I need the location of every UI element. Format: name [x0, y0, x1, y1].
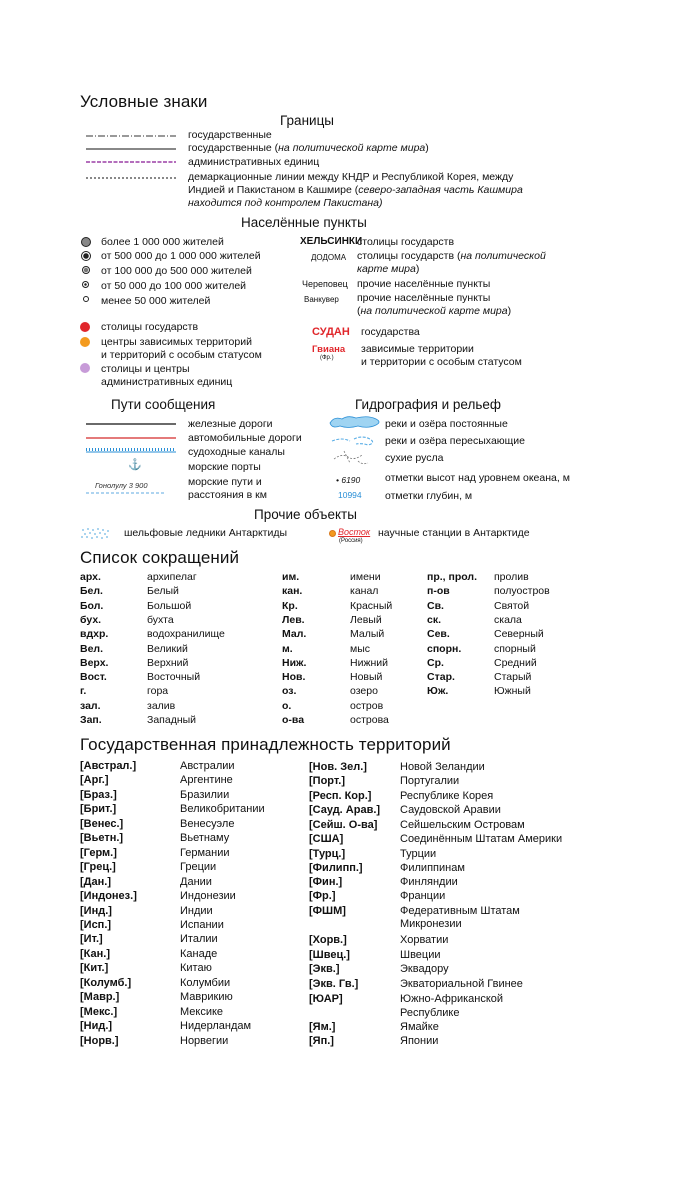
ownership-country: Сейшельским Островам [400, 819, 525, 831]
borders-heading: Границы [280, 113, 334, 128]
abbr-short: зал. [80, 699, 101, 712]
ownership-country: Венесуэле [180, 817, 235, 830]
abbr-full: Левый [350, 613, 382, 626]
abbr-short: о-ва [282, 714, 305, 726]
ownership-country: Австралии [180, 760, 235, 772]
lake-permanent-icon [330, 417, 379, 428]
transport-sea-2: расстояния в км [188, 489, 267, 501]
ownership-code: [Браз.] [80, 788, 117, 801]
ownership-code: [Нов. Зел.] [309, 761, 367, 773]
ownership-country: Саудовской Аравии [400, 804, 501, 816]
ownership-code: [Мекс.] [80, 1005, 118, 1018]
pop-2: от 500 000 до 1 000 000 жителей [101, 250, 261, 262]
abbr-full: Северный [494, 628, 544, 641]
abbr-short: Вел. [80, 642, 104, 655]
ownership-code: [Филипп.] [309, 862, 363, 874]
abbreviations-title: Список сокращений [80, 548, 240, 567]
abbr-full: канал [350, 585, 379, 598]
ownership-country: Эквадору [400, 963, 449, 975]
ownership-country: Федеративным Штатам [400, 905, 520, 917]
transport-roads: автомобильные дороги [188, 432, 302, 444]
ownership-code: [Экв. Гв.] [309, 978, 359, 990]
ownership-country: Вьетнаму [180, 832, 230, 845]
ownership-title: Государственная принадлежность территорий [80, 735, 451, 754]
ownership-country: Колумбии [180, 976, 231, 989]
ownership-country: Италии [180, 933, 218, 946]
desc-cherepovets: прочие населённые пункты [357, 278, 491, 290]
ownership-country: Португалии [400, 775, 460, 787]
abbr-full: архипелаг [147, 571, 197, 583]
sample-vancouver: Ванкувер [304, 295, 339, 304]
ownership-country: Турции [400, 848, 437, 860]
abbr-short: вдхр. [80, 628, 109, 641]
admin-capitals-label-1: столицы и центры [101, 363, 190, 375]
desc-helsinki: столицы государств [357, 236, 455, 248]
ownership-country: Китаю [180, 962, 212, 975]
sample-route: Гонолулу 3 900 [95, 481, 148, 490]
abbr-full: Западный [147, 714, 197, 726]
pop-1: более 1 000 000 жителей [101, 236, 224, 248]
height-mark: • 6190 [336, 475, 361, 485]
ownership-code: [Респ. Кор.] [309, 790, 372, 802]
abbr-full: Восточный [147, 671, 201, 684]
ownership-code: [Хорв.] [309, 934, 347, 946]
ownership-code: [Индонез.] [80, 890, 137, 903]
ownership-country: Канаде [180, 947, 218, 960]
glaciers-label: шельфовые ледники Антарктиды [124, 527, 288, 539]
ownership-country: Германии [180, 846, 230, 859]
transport-heading: Пути сообщения [111, 397, 216, 412]
abbr-short: Мал. [282, 628, 307, 641]
desc-guiana-1: зависимые территории [361, 343, 474, 355]
legend-title: Условные знаки [80, 92, 208, 111]
sample-cherepovets: Череповец [302, 279, 348, 289]
ownership-code: [Брит.] [80, 803, 117, 816]
other-heading: Прочие объекты [254, 507, 357, 522]
ownership-country: Швеции [400, 949, 441, 961]
ownership-country: Новой Зеландии [400, 761, 485, 773]
ownership-code: [ФШМ] [309, 905, 346, 917]
sample-guiana: Гвиана [312, 344, 346, 355]
abbr-full: спорный [494, 642, 536, 655]
hydro-symbols [328, 413, 384, 473]
sample-guiana-owner: (Фр.) [320, 355, 334, 361]
abbr-short: спорн. [427, 642, 462, 655]
ownership-country: Нидерландам [180, 1020, 252, 1033]
abbr-short: Кр. [282, 599, 298, 612]
abbr-full: имени [350, 571, 381, 583]
abbr-full: Великий [147, 642, 188, 655]
border-demarcation-1: демаркационные линии между КНДР и Республикой Корея, между [188, 171, 514, 183]
abbr-short: г. [80, 685, 87, 698]
hydro-heights: отметки высот над уровнем океана, м [385, 472, 570, 484]
ownership-code: [Грец.] [80, 861, 116, 874]
abbr-full: Святой [494, 599, 530, 612]
dependent-centers-label-2: и территорий с особым статусом [101, 349, 262, 361]
capitals-label: столицы государств [101, 321, 199, 333]
abbr-full: остров [350, 699, 384, 712]
ownership-country: Испании [180, 918, 224, 931]
abbr-short: Лев. [282, 613, 305, 626]
station-name: Восток [338, 527, 371, 537]
abbr-full: скала [494, 613, 522, 626]
abbr-full: залив [147, 699, 176, 712]
abbr-full: озеро [350, 685, 378, 698]
abbr-short: Бол. [80, 599, 104, 612]
transport-canals: судоходные каналы [188, 446, 285, 458]
abbr-short: о. [282, 699, 292, 712]
ownership-country: Экваториальной Гвинее [400, 978, 523, 990]
abbr-short: Бел. [80, 585, 103, 598]
ownership-code: [Норв.] [80, 1034, 119, 1047]
abbr-short: оз. [282, 685, 297, 698]
abbr-full: острова [350, 714, 389, 726]
abbr-short: пр., прол. [427, 571, 478, 583]
ownership-country: Бразилии [180, 788, 230, 801]
transport-sea-1: морские пути и [188, 476, 262, 488]
ownership-country: Республике [400, 1007, 460, 1019]
depth-mark: 10994 [338, 490, 362, 500]
hydro-depths: отметки глубин, м [385, 490, 473, 502]
abbr-short: Ср. [427, 656, 444, 669]
abbr-full: Малый [350, 628, 385, 641]
hydro-seasonal: реки и озёра пересыхающие [385, 435, 526, 447]
ownership-code: [Экв.] [309, 963, 340, 975]
abbr-full: Старый [494, 671, 532, 684]
border-admin: административных единиц [188, 156, 320, 168]
abbr-short: арх. [80, 571, 101, 583]
desc-vancouver-1: прочие населённые пункты [357, 292, 491, 304]
ownership-code: [Австрал.] [80, 760, 137, 772]
abbr-short: Ниж. [282, 656, 307, 669]
ownership-code: [Фр.] [309, 890, 336, 902]
abbr-short: Стар. [427, 671, 455, 684]
admin-capitals-label-2: административных единиц [101, 376, 233, 388]
abbr-short: им. [282, 571, 300, 583]
ownership-code: [Сейш. О-ва] [309, 819, 378, 831]
ownership-code: [Ит.] [80, 933, 103, 946]
ownership-country: Республике Корея [400, 790, 494, 802]
hydro-permanent: реки и озёра постоянные [385, 418, 508, 430]
dependent-center-icon [80, 337, 90, 347]
border-state-political: государственные (на политической карте мира) [188, 142, 429, 154]
capital-icon [80, 322, 90, 332]
ownership-code: [ЮАР] [309, 993, 343, 1005]
abbr-short: Св. [427, 599, 444, 612]
ownership-code: [Кит.] [80, 962, 109, 975]
ownership-country: Маврикию [180, 991, 233, 1004]
ownership-country: Норвегии [180, 1034, 229, 1047]
ownership-country: Мексике [180, 1005, 224, 1018]
ownership-country: Индонезии [180, 890, 236, 903]
ownership-country: Южно-Африканской [400, 993, 504, 1005]
desc-dodoma-1: столицы государств (на политической [357, 250, 546, 262]
station-country: (Россия) [339, 538, 363, 544]
sample-sudan: СУДАН [312, 326, 350, 338]
abbr-full: Верхний [147, 656, 189, 669]
ownership-code: [Турц.] [309, 848, 346, 860]
city-small-icon [83, 296, 89, 302]
ownership-country: Греции [180, 861, 217, 874]
abbr-full: бухта [147, 613, 174, 626]
ownership-country: Аргентине [180, 774, 233, 787]
pop-5: менее 50 000 жителей [101, 295, 211, 307]
abbr-short: кан. [282, 585, 303, 598]
abbr-short: Вост. [80, 671, 107, 684]
desc-vancouver-2: (на политической карте мира) [357, 305, 512, 317]
dry-bed-icon [334, 451, 368, 464]
abbr-full: Белый [147, 585, 179, 598]
transport-railways: железные дороги [188, 418, 273, 430]
ownership-code: [Исп.] [80, 918, 112, 931]
stations-label: научные станции в Антарктиде [378, 527, 530, 539]
desc-dodoma-2: карте мира) [357, 263, 420, 275]
dependent-centers-label-1: центры зависимых территорий [101, 336, 252, 348]
abbr-short: бух. [80, 613, 102, 626]
anchor-icon: ⚓ [128, 459, 142, 471]
ownership-code: [Вьетн.] [80, 832, 124, 845]
ownership-code: [Дан.] [80, 875, 111, 888]
city-1m-icon [81, 237, 91, 247]
pop-4: от 50 000 до 100 000 жителей [101, 280, 247, 292]
ownership-country: Индии [180, 904, 213, 917]
transport-ports: морские порты [188, 461, 261, 473]
ownership-code: [Арг.] [80, 774, 109, 787]
abbr-full: Красный [350, 599, 393, 612]
station-icon [329, 530, 336, 537]
sample-dodoma: ДОДОМА [311, 253, 347, 262]
abbr-full: пролив [494, 571, 529, 583]
abbr-full: Новый [350, 671, 383, 684]
admin-capital-icon [80, 363, 90, 373]
ownership-country: Хорватии [400, 934, 449, 946]
abbr-short: Зап. [80, 714, 102, 726]
abbr-full: Большой [147, 599, 192, 612]
ownership-country: Соединённым Штатам Америки [400, 833, 563, 845]
abbr-full: Южный [494, 685, 531, 698]
border-state: государственные [188, 129, 272, 141]
ownership-code: [Венес.] [80, 817, 124, 830]
abbr-full: Нижний [350, 656, 389, 669]
ownership-code: [Инд.] [80, 904, 112, 917]
city-500k-icon [81, 251, 91, 261]
abbr-short: Юж. [427, 685, 449, 698]
ownership-country: Дании [180, 875, 212, 888]
ownership-code: [Порт.] [309, 775, 346, 787]
desc-sudan: государства [361, 326, 420, 338]
ownership-code: [Сауд. Арав.] [309, 804, 381, 816]
abbr-short: Сев. [427, 628, 450, 641]
ownership-code: [Мавр.] [80, 991, 120, 1004]
ownership-code: [Нид.] [80, 1020, 113, 1033]
abbr-short: ск. [427, 613, 442, 626]
ownership-country: Финляндии [400, 876, 458, 888]
ownership-code: [Ям.] [309, 1021, 336, 1033]
ownership-country: Франции [400, 890, 446, 902]
hydro-heading: Гидрография и рельеф [355, 397, 502, 412]
ownership-code: [Яп.] [309, 1035, 334, 1047]
abbr-short: Нов. [282, 671, 306, 684]
ownership-country: Японии [400, 1035, 439, 1047]
abbr-full: водохранилище [147, 628, 225, 641]
abbr-full: мыс [350, 642, 371, 655]
ownership-country: Ямайке [400, 1021, 439, 1033]
border-demarcation-3: находится под контролем Пакистана) [188, 197, 383, 209]
ownership-code: [США] [309, 833, 344, 845]
border-demarcation-2: Индией и Пакистаном в Кашмире (северо-западная часть Кашмира [188, 184, 523, 196]
ownership-code: [Фин.] [309, 876, 343, 888]
city-100k-icon [82, 266, 90, 274]
ownership-code: [Колумб.] [80, 976, 132, 989]
settlements-heading: Населённые пункты [241, 215, 367, 230]
abbr-short: м. [282, 642, 293, 655]
abbr-short: п-ов [427, 585, 450, 598]
hydro-dry: сухие русла [385, 452, 444, 464]
city-50k-icon [82, 281, 89, 288]
ownership-code: [Кан.] [80, 947, 110, 960]
ownership-country: Филиппинам [400, 862, 465, 874]
glacier-icon [80, 526, 112, 540]
desc-guiana-2: и территории с особым статусом [361, 356, 522, 368]
ownership-code: [Швец.] [309, 949, 350, 961]
abbr-short: Верх. [80, 656, 109, 669]
sample-helsinki: ХЕЛЬСИНКИ [300, 236, 363, 247]
ownership-country: Великобритании [180, 803, 265, 816]
ownership-code: [Герм.] [80, 846, 117, 859]
lake-seasonal-icon [332, 437, 373, 445]
abbr-full: гора [147, 685, 169, 698]
abbr-full: Средний [494, 656, 537, 669]
border-lines [86, 128, 181, 184]
pop-3: от 100 000 до 500 000 жителей [101, 265, 252, 277]
abbr-full: полуостров [494, 585, 550, 598]
ownership-country: Микронезии [400, 918, 462, 930]
